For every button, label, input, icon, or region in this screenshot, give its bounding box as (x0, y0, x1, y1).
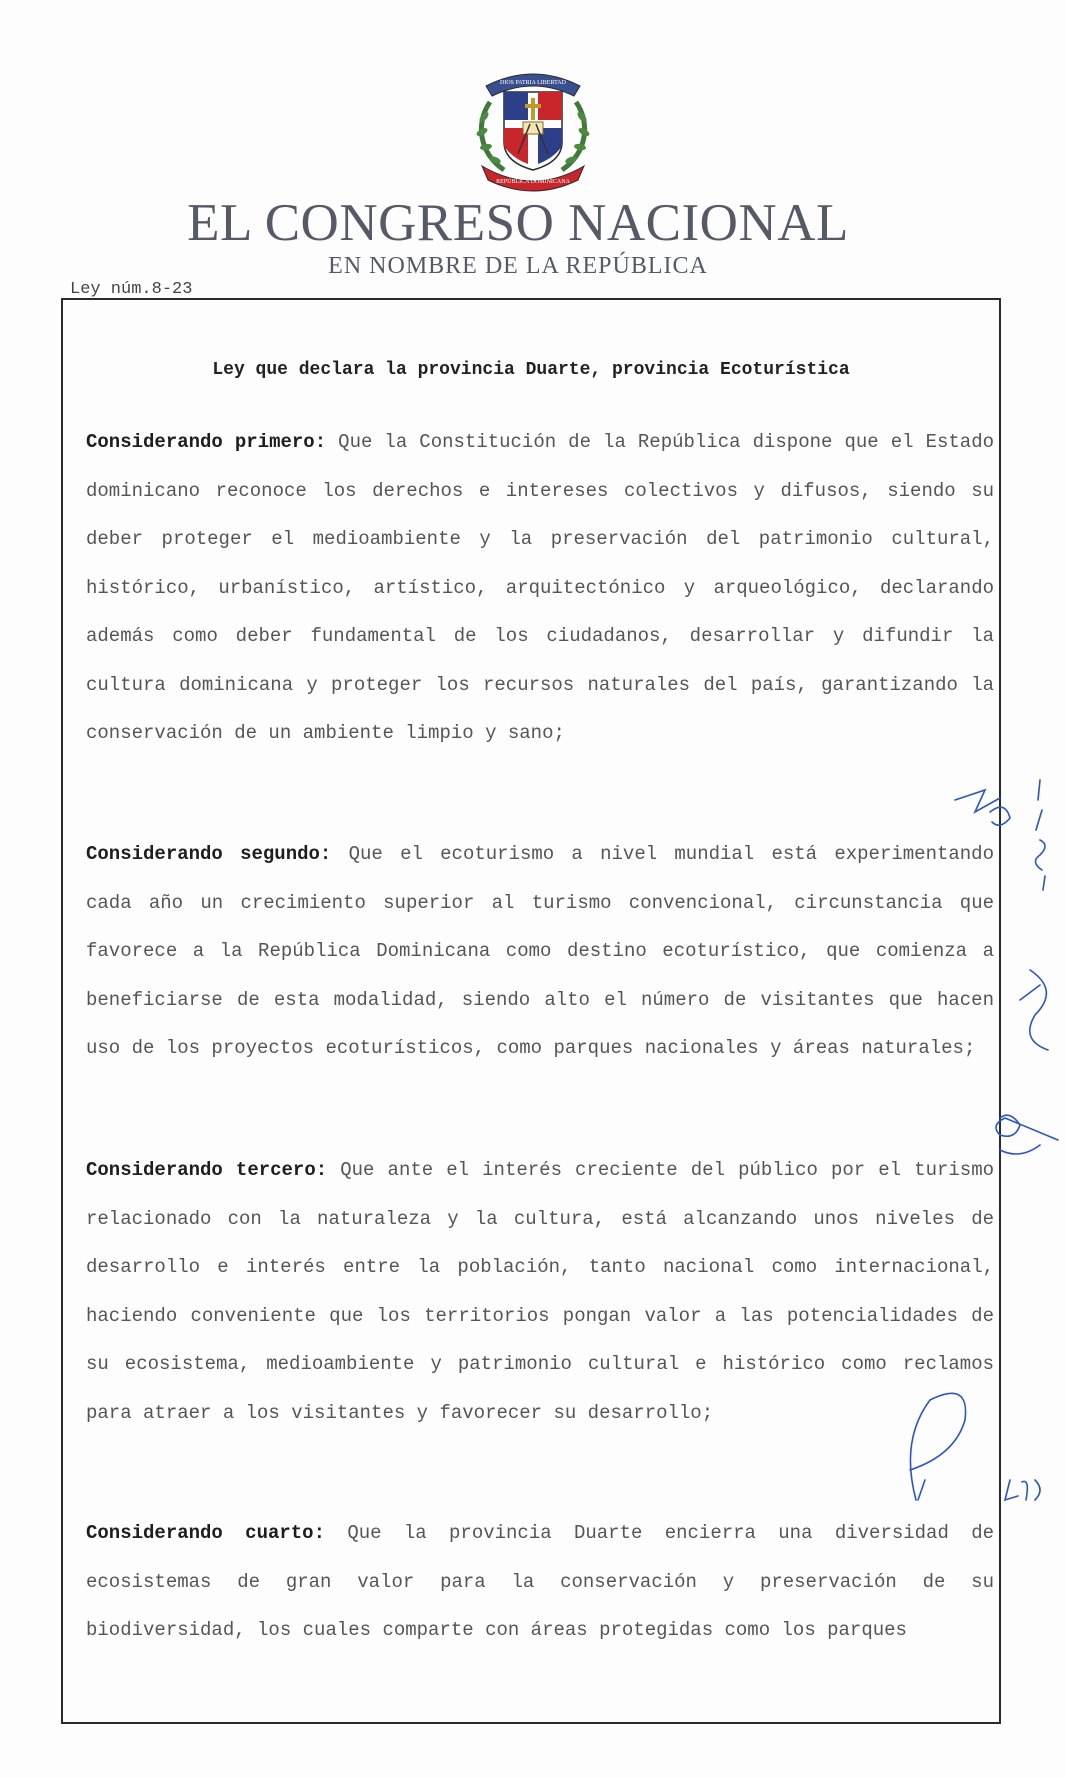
congress-title: EL CONGRESO NACIONAL (187, 194, 849, 252)
paragraph-text: Que la Constitución de la República dispone que el Estado dominicano reconoce los derechos e intereses colectivos y difusos, siendo su deber proteger el medioambiente y la preservación del patrimonio cultural, histórico, urbanístico, artístico, arquitectónico y arqueológico, declarando además como deber fundamental de los ciudadanos, desarrollar y difundir la cultura dominicana y proteger los recursos naturales del país, garantizando la conservación de un ambiente limpio y sano; (86, 431, 994, 744)
paragraph-text: Que la provincia Duarte encierra una diversidad de ecosistemas de gran valor para la conservación y preservación de su biodiversidad, los cuales comparte con áreas protegidas como los parques (86, 1522, 994, 1641)
paragraph-lead: Considerando segundo: (86, 843, 332, 865)
paragraph-lead: Considerando primero: (86, 431, 327, 453)
paragraph-text: Que ante el interés creciente del público por el turismo relacionado con la naturaleza y la cultura, está alcanzando unos niveles de desarrollo e interés entre la población, tanto nacional como internacional, haciendo conveniente que los territorios pongan valor a las potencialidades de su ecosistema, medioambiente y patrimonio cultural e histórico como reclamos para atraer a los visitantes y favorecer su desarrollo; (86, 1159, 994, 1424)
coat-of-arms-icon (468, 62, 598, 192)
crest-bottom-ribbon-text: REPÚBLICA DOMINICANA (496, 179, 570, 185)
paragraph-text: Que el ecoturismo a nivel mundial está experimentando cada año un crecimiento superior al turismo convencional, circunstancia que favorece a la República Dominicana como destino ecoturístico, que comienza a beneficiarse de esta modalidad, siendo alto el número de visitantes que hacen uso de los proyectos ecoturísticos, como parques nacionales y áreas naturales; (86, 843, 994, 1059)
paragraph-lead: Considerando tercero: (86, 1159, 328, 1181)
paragraph-considerando-segundo (86, 830, 994, 1073)
congress-subtitle: EN NOMBRE DE LA REPÚBLICA (328, 253, 708, 279)
paragraph-considerando-tercero (86, 1146, 994, 1437)
document-title: Ley que declara la provincia Duarte, provincia Ecoturística (212, 360, 850, 380)
paragraph-lead: Considerando cuarto: (86, 1522, 325, 1544)
law-number: Ley núm.8-23 (70, 280, 193, 299)
paragraph-considerando-primero (86, 418, 994, 758)
crest-top-ribbon-text: DIOS PATRIA LIBERTAD (500, 80, 566, 86)
paragraph-considerando-cuarto (86, 1509, 994, 1655)
